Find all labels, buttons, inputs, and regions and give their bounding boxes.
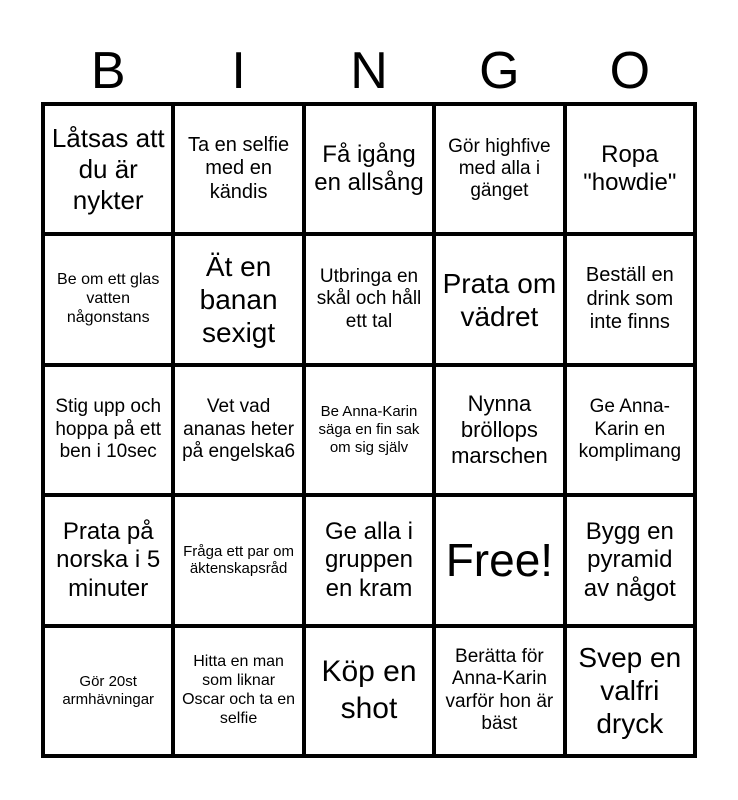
bingo-cell[interactable]: Utbringa en skål och håll ett tal <box>306 236 432 362</box>
bingo-cell[interactable]: Gör highfive med alla i gänget <box>436 106 562 232</box>
bingo-cell[interactable]: Beställ en drink som inte finns <box>567 236 693 362</box>
bingo-cell[interactable]: Stig upp och hoppa på ett ben i 10sec <box>45 367 171 493</box>
header-letter-g: G <box>479 42 520 100</box>
bingo-cell[interactable]: Ta en selfie med en kändis <box>175 106 301 232</box>
bingo-cell[interactable]: Fråga ett par om äktenskapsråd <box>175 497 301 623</box>
header-letter-b: B <box>90 42 126 100</box>
bingo-cell[interactable]: Be om ett glas vatten någonstans <box>45 236 171 362</box>
bingo-board <box>41 102 697 758</box>
bingo-cell[interactable]: Svep en valfri dryck <box>567 628 693 754</box>
bingo-cell[interactable]: Gör 20st armhävningar <box>45 628 171 754</box>
bingo-cell[interactable]: Hitta en man som liknar Oscar och ta en selfie <box>175 628 301 754</box>
bingo-cell-free[interactable]: Free! <box>436 497 562 623</box>
bingo-cell[interactable]: Låtsas att du är nykter <box>45 106 171 232</box>
bingo-cell[interactable]: Ät en banan sexigt <box>175 236 301 362</box>
header-letter-o: O <box>609 42 651 100</box>
bingo-cell[interactable]: Få igång en allsång <box>306 106 432 232</box>
bingo-cell[interactable]: Berätta för Anna-Karin varför hon är bäst <box>436 628 562 754</box>
bingo-cell[interactable]: Prata om vädret <box>436 236 562 362</box>
bingo-cell[interactable]: Ropa "howdie" <box>567 106 693 232</box>
bingo-cell[interactable]: Prata på norska i 5 minuter <box>45 497 171 623</box>
bingo-cell[interactable]: Ge alla i gruppen en kram <box>306 497 432 623</box>
bingo-cell[interactable]: Be Anna-Karin säga en fin sak om sig själv <box>306 367 432 493</box>
bingo-cell[interactable]: Nynna bröllops marschen <box>436 367 562 493</box>
bingo-cell[interactable]: Köp en shot <box>306 628 432 754</box>
header-letter-n: N <box>350 42 388 100</box>
bingo-cell[interactable]: Bygg en pyramid av något <box>567 497 693 623</box>
bingo-cell[interactable]: Ge Anna-Karin en komplimang <box>567 367 693 493</box>
bingo-header <box>43 40 695 102</box>
bingo-cell[interactable]: Vet vad ananas heter på engelska6 <box>175 367 301 493</box>
header-letter-i: I <box>231 42 246 100</box>
